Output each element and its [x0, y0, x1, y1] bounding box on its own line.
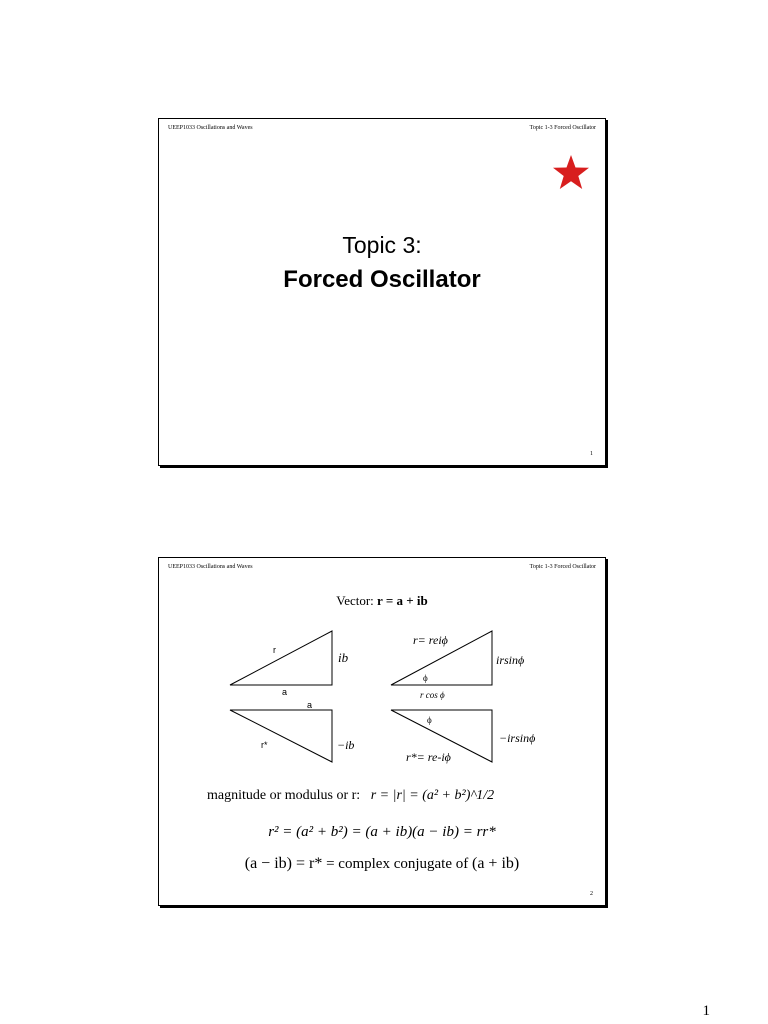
vector-equation: r = a + ib — [377, 593, 428, 608]
slide-number: 2 — [590, 891, 593, 897]
magnitude-label: magnitude or modulus or r: — [207, 788, 361, 803]
tri2-adj-label: r cos ϕ — [420, 690, 445, 700]
slide-title-topic: Topic 3: — [342, 232, 422, 258]
tri2-angle-label: ϕ — [423, 673, 428, 683]
tri1-adj-label: a — [282, 687, 288, 697]
r-squared-equation: r² = (a² + b²) = (a + ib)(a − ib) = rr* — [268, 824, 496, 840]
slide-header-right: Topic 1-3 Forced Oscillator — [529, 564, 596, 570]
triangle-2 — [391, 631, 524, 700]
tri3-hyp-label: r* — [261, 740, 268, 750]
slide-2 — [158, 557, 606, 906]
vector-label: Vector: — [336, 593, 374, 608]
page-number: 1 — [702, 1003, 710, 1019]
tri3-opp-label: −ib — [337, 738, 355, 752]
tri4-opp-label: −irsinϕ — [499, 731, 536, 745]
magnitude-formula: r = |r| = (a² + b²)^1/2 — [370, 788, 495, 803]
tri1-hyp-label: r — [273, 645, 276, 655]
slide-number: 1 — [590, 451, 593, 457]
triangle-diagrams — [159, 558, 605, 788]
slide-header-right: Topic 1-3 Forced Oscillator — [529, 125, 596, 131]
slide-header-left: UEEP1033 Oscillations and Waves — [168, 125, 253, 131]
conjugate-rhs: (a + ib) — [472, 855, 520, 872]
conjugate-lhs: (a − ib) = r* — [244, 855, 323, 872]
star-icon — [552, 154, 590, 190]
tri4-bottom-label: r*= re-iϕ — [406, 750, 451, 764]
conjugate-equation — [159, 855, 605, 873]
tri4-angle-label: ϕ — [427, 715, 432, 725]
tri1-opp-label: ib — [338, 650, 349, 665]
slide-header-left: UEEP1033 Oscillations and Waves — [168, 564, 253, 570]
slide-1 — [158, 118, 606, 466]
tri2-opp-label: irsinϕ — [496, 653, 525, 667]
triangle-4 — [391, 710, 535, 764]
triangle-3 — [230, 700, 354, 762]
tri2-top-label: r= reiϕ — [413, 633, 448, 647]
conjugate-text: = complex conjugate of — [326, 856, 469, 872]
triangle-1 — [230, 631, 349, 697]
slide-title-main: Forced Oscillator — [283, 266, 481, 293]
tri3-adj-label: a — [307, 700, 313, 710]
magnitude-equation — [207, 788, 494, 804]
